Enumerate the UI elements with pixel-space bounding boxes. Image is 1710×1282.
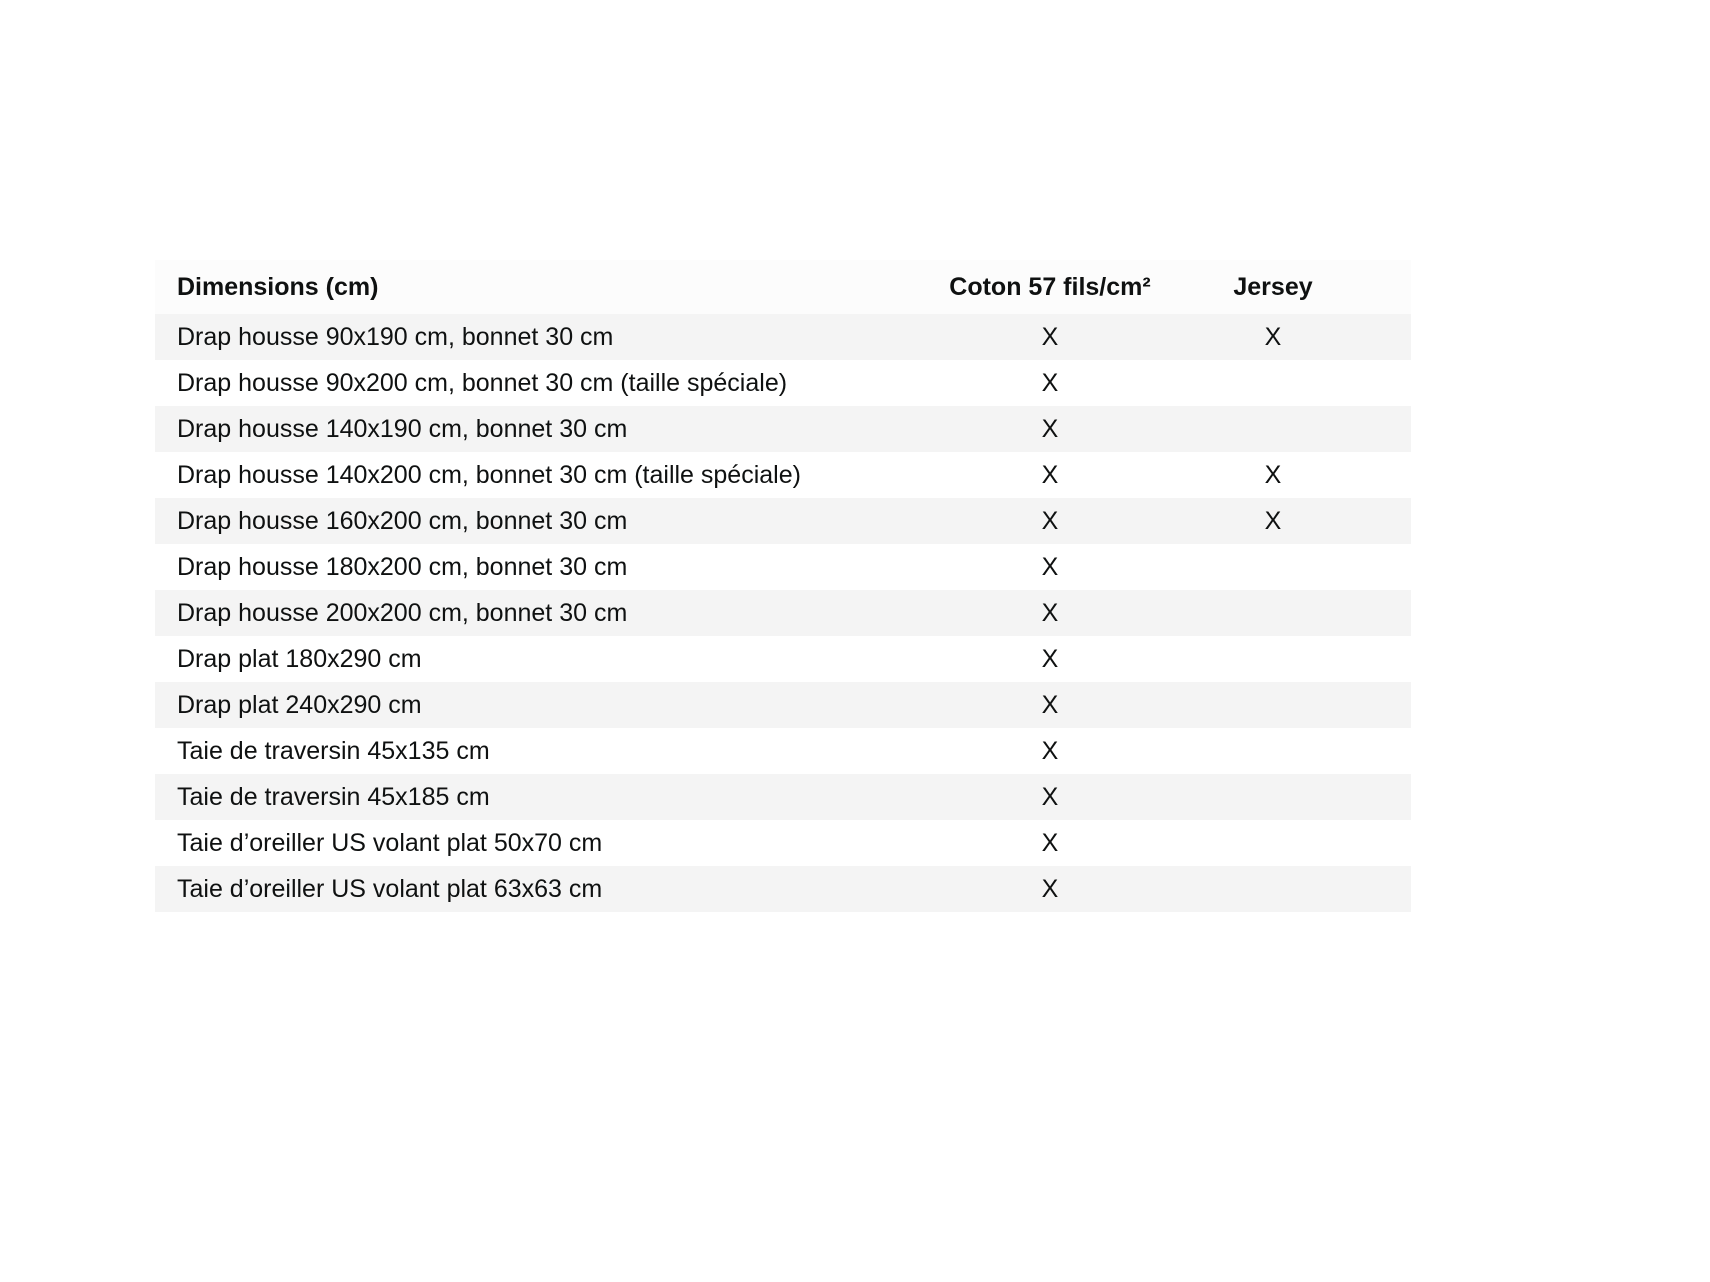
table-row	[155, 406, 1411, 452]
coton-mark: X	[1041, 323, 1059, 351]
table-row	[155, 774, 1411, 820]
jersey-mark: X	[1264, 507, 1282, 535]
jersey-mark: X	[1264, 323, 1282, 351]
coton-mark: X	[1041, 691, 1059, 719]
coton-mark: X	[1041, 369, 1059, 397]
jersey-mark: X	[1264, 461, 1282, 489]
table-row	[155, 590, 1411, 636]
table-row	[155, 314, 1411, 360]
table-row	[155, 728, 1411, 774]
row-label: Drap housse 200x200 cm, bonnet 30 cm	[177, 599, 628, 627]
row-label: Drap housse 140x190 cm, bonnet 30 cm	[177, 415, 628, 443]
table-row	[155, 498, 1411, 544]
coton-mark: X	[1041, 829, 1059, 857]
coton-mark: X	[1041, 875, 1059, 903]
row-label: Taie d’oreiller US volant plat 50x70 cm	[177, 829, 603, 857]
table-row	[155, 544, 1411, 590]
table-row	[155, 682, 1411, 728]
row-label: Drap housse 180x200 cm, bonnet 30 cm	[177, 553, 628, 581]
header-coton: Coton 57 fils/cm²	[949, 273, 1151, 301]
row-label: Drap housse 90x190 cm, bonnet 30 cm	[177, 323, 614, 351]
coton-mark: X	[1041, 461, 1059, 489]
row-label: Taie de traversin 45x135 cm	[177, 737, 490, 765]
coton-mark: X	[1041, 783, 1059, 811]
row-label: Drap housse 160x200 cm, bonnet 30 cm	[177, 507, 628, 535]
table-row	[155, 360, 1411, 406]
coton-mark: X	[1041, 553, 1059, 581]
table-row	[155, 452, 1411, 498]
coton-mark: X	[1041, 415, 1059, 443]
size-comparison-table	[155, 260, 1411, 912]
coton-mark: X	[1041, 737, 1059, 765]
table-row	[155, 636, 1411, 682]
row-label: Drap plat 180x290 cm	[177, 645, 422, 673]
header-dimensions: Dimensions (cm)	[177, 273, 379, 301]
row-label: Drap housse 140x200 cm, bonnet 30 cm (taille spéciale)	[177, 461, 801, 489]
header-jersey: Jersey	[1233, 273, 1313, 301]
coton-mark: X	[1041, 645, 1059, 673]
row-label: Taie de traversin 45x185 cm	[177, 783, 490, 811]
table-row	[155, 820, 1411, 866]
row-label: Drap plat 240x290 cm	[177, 691, 422, 719]
coton-mark: X	[1041, 507, 1059, 535]
coton-mark: X	[1041, 599, 1059, 627]
table-row	[155, 866, 1411, 912]
row-label: Taie d’oreiller US volant plat 63x63 cm	[177, 875, 603, 903]
table-header-row	[155, 260, 1411, 314]
row-label: Drap housse 90x200 cm, bonnet 30 cm (taille spéciale)	[177, 369, 788, 397]
